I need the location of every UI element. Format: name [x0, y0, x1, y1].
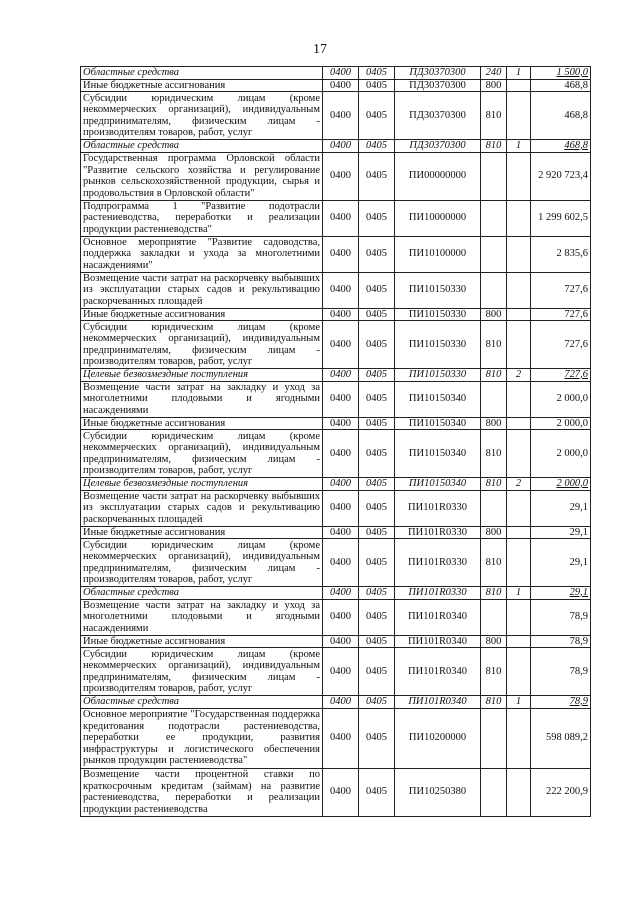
row-name: Иные бюджетные ассигнования: [81, 308, 323, 321]
row-name: Областные средства: [81, 696, 323, 709]
row-name: Иные бюджетные ассигнования: [81, 79, 323, 92]
expense-type-code: 810: [481, 478, 507, 491]
funding-source-code: 1: [507, 587, 531, 600]
funding-source-code: [507, 768, 531, 816]
funding-source-code: [507, 381, 531, 417]
target-article-code: ПИ10150330: [395, 369, 481, 382]
expense-type-code: [481, 708, 507, 768]
row-name: Подпрограмма 1 "Развитие подотрасли растениеводства, переработки и реализации продукции растениеводства": [81, 200, 323, 236]
table-row: [81, 140, 591, 153]
funding-source-code: [507, 200, 531, 236]
amount: 29,1: [531, 539, 591, 587]
subsection-code: 0405: [359, 152, 395, 200]
expense-type-code: 810: [481, 92, 507, 140]
subsection-code: 0405: [359, 696, 395, 709]
section-code: 0400: [323, 152, 359, 200]
table-row: [81, 79, 591, 92]
target-article-code: ПИ10200000: [395, 708, 481, 768]
row-name: Субсидии юридическим лицам (кроме некоммерческих организаций), индивидуальным предпринимателям, физическим лицам - производителям товаров, работ, услуг: [81, 539, 323, 587]
funding-source-code: [507, 236, 531, 272]
table-row: [81, 526, 591, 539]
amount: 598 089,2: [531, 708, 591, 768]
expense-type-code: 240: [481, 67, 507, 80]
funding-source-code: [507, 272, 531, 308]
amount: 727,6: [531, 308, 591, 321]
target-article-code: ПИ10150340: [395, 381, 481, 417]
amount: 29,1: [531, 490, 591, 526]
section-code: 0400: [323, 478, 359, 491]
table-row: [81, 648, 591, 696]
section-code: 0400: [323, 200, 359, 236]
amount: 2 835,6: [531, 236, 591, 272]
amount: 727,6: [531, 321, 591, 369]
target-article-code: ПИ10150340: [395, 478, 481, 491]
subsection-code: 0405: [359, 79, 395, 92]
table-row: [81, 200, 591, 236]
row-name: Субсидии юридическим лицам (кроме некоммерческих организаций), индивидуальным предпринимателям, физическим лицам - производителям товаров, работ, услуг: [81, 648, 323, 696]
expense-type-code: [481, 599, 507, 635]
section-code: 0400: [323, 599, 359, 635]
expense-type-code: 810: [481, 696, 507, 709]
row-name: Целевые безвозмездные поступления: [81, 478, 323, 491]
subsection-code: 0405: [359, 587, 395, 600]
table-row: [81, 478, 591, 491]
amount: 29,1: [531, 526, 591, 539]
expense-type-code: [481, 490, 507, 526]
funding-source-code: 1: [507, 67, 531, 80]
funding-source-code: [507, 599, 531, 635]
section-code: 0400: [323, 417, 359, 430]
amount: 468,8: [531, 140, 591, 153]
amount: 2 000,0: [531, 417, 591, 430]
table-row: [81, 92, 591, 140]
section-code: 0400: [323, 272, 359, 308]
amount: 78,9: [531, 696, 591, 709]
table-row: [81, 308, 591, 321]
subsection-code: 0405: [359, 708, 395, 768]
section-code: 0400: [323, 526, 359, 539]
row-name: Возмещение части затрат на закладку и уход за многолетними плодовыми и ягодными насаждениями: [81, 381, 323, 417]
target-article-code: ПИ101R0330: [395, 539, 481, 587]
funding-source-code: [507, 539, 531, 587]
section-code: 0400: [323, 369, 359, 382]
row-name: Основное мероприятие "Государственная поддержка кредитования подотрасли растениеводства, переработки ее продукции, развития инфраструктуры и логистического обеспечения рынков продукции растениеводства": [81, 708, 323, 768]
expense-type-code: 810: [481, 369, 507, 382]
table-row: [81, 587, 591, 600]
target-article-code: ПИ00000000: [395, 152, 481, 200]
section-code: 0400: [323, 79, 359, 92]
table-row: [81, 599, 591, 635]
funding-source-code: 1: [507, 140, 531, 153]
funding-source-code: [507, 308, 531, 321]
table-row: [81, 369, 591, 382]
expense-type-code: [481, 152, 507, 200]
subsection-code: 0405: [359, 67, 395, 80]
amount: 727,6: [531, 272, 591, 308]
subsection-code: 0405: [359, 539, 395, 587]
row-name: Областные средства: [81, 587, 323, 600]
table-row: [81, 768, 591, 816]
section-code: 0400: [323, 236, 359, 272]
section-code: 0400: [323, 635, 359, 648]
funding-source-code: [507, 648, 531, 696]
amount: 78,9: [531, 648, 591, 696]
table-row: [81, 321, 591, 369]
subsection-code: 0405: [359, 648, 395, 696]
row-name: Иные бюджетные ассигнования: [81, 526, 323, 539]
amount: 468,8: [531, 79, 591, 92]
subsection-code: 0405: [359, 768, 395, 816]
target-article-code: ПД30370300: [395, 67, 481, 80]
section-code: 0400: [323, 321, 359, 369]
target-article-code: ПИ101R0340: [395, 648, 481, 696]
expense-type-code: 800: [481, 308, 507, 321]
expense-type-code: 810: [481, 140, 507, 153]
table-body: [81, 67, 591, 817]
row-name: Субсидии юридическим лицам (кроме некоммерческих организаций), индивидуальным предпринимателям, физическим лицам - производителям товаров, работ, услуг: [81, 430, 323, 478]
expense-type-code: [481, 381, 507, 417]
table-row: [81, 539, 591, 587]
amount: 727,6: [531, 369, 591, 382]
expense-type-code: [481, 768, 507, 816]
budget-table: [80, 66, 591, 817]
amount: 2 000,0: [531, 478, 591, 491]
table-row: [81, 430, 591, 478]
row-name: Основное мероприятие "Развитие садоводства, поддержка закладки и ухода за многолетними насаждениями": [81, 236, 323, 272]
funding-source-code: [507, 152, 531, 200]
expense-type-code: 810: [481, 648, 507, 696]
row-name: Иные бюджетные ассигнования: [81, 417, 323, 430]
subsection-code: 0405: [359, 321, 395, 369]
funding-source-code: [507, 417, 531, 430]
section-code: 0400: [323, 768, 359, 816]
row-name: Областные средства: [81, 140, 323, 153]
funding-source-code: [507, 635, 531, 648]
funding-source-code: [507, 490, 531, 526]
amount: 2 920 723,4: [531, 152, 591, 200]
funding-source-code: [507, 321, 531, 369]
table-row: [81, 272, 591, 308]
amount: 78,9: [531, 599, 591, 635]
funding-source-code: 2: [507, 369, 531, 382]
row-name: Возмещение части затрат на раскорчевку выбывших из эксплуатации старых садов и рекультивацию раскорчеванных площадей: [81, 272, 323, 308]
section-code: 0400: [323, 587, 359, 600]
page-number: 17: [313, 42, 327, 57]
subsection-code: 0405: [359, 92, 395, 140]
target-article-code: ПИ101R0330: [395, 490, 481, 526]
expense-type-code: [481, 236, 507, 272]
section-code: 0400: [323, 430, 359, 478]
expense-type-code: 810: [481, 321, 507, 369]
target-article-code: ПД30370300: [395, 140, 481, 153]
row-name: Субсидии юридическим лицам (кроме некоммерческих организаций), индивидуальным предпринимателям, физическим лицам - производителям товаров, работ, услуг: [81, 92, 323, 140]
subsection-code: 0405: [359, 635, 395, 648]
expense-type-code: 810: [481, 430, 507, 478]
expense-type-code: 800: [481, 635, 507, 648]
subsection-code: 0405: [359, 526, 395, 539]
section-code: 0400: [323, 539, 359, 587]
target-article-code: ПИ101R0340: [395, 599, 481, 635]
amount: 29,1: [531, 587, 591, 600]
subsection-code: 0405: [359, 236, 395, 272]
subsection-code: 0405: [359, 381, 395, 417]
section-code: 0400: [323, 381, 359, 417]
row-name: Возмещение части процентной ставки по краткосрочным кредитам (займам) на развитие растениеводства, переработки и реализации продукции растениеводства: [81, 768, 323, 816]
target-article-code: ПИ10100000: [395, 236, 481, 272]
funding-source-code: [507, 92, 531, 140]
expense-type-code: [481, 272, 507, 308]
section-code: 0400: [323, 490, 359, 526]
expense-type-code: 800: [481, 417, 507, 430]
row-name: Возмещение части затрат на раскорчевку выбывших из эксплуатации старых садов и рекультивацию раскорчеванных площадей: [81, 490, 323, 526]
table-row: [81, 635, 591, 648]
funding-source-code: [507, 430, 531, 478]
row-name: Возмещение части затрат на закладку и уход за многолетними плодовыми и ягодными насаждениями: [81, 599, 323, 635]
table-row: [81, 67, 591, 80]
subsection-code: 0405: [359, 478, 395, 491]
section-code: 0400: [323, 308, 359, 321]
expense-type-code: 810: [481, 539, 507, 587]
funding-source-code: [507, 708, 531, 768]
subsection-code: 0405: [359, 599, 395, 635]
target-article-code: ПИ10150330: [395, 272, 481, 308]
amount: 1 500,0: [531, 67, 591, 80]
expense-type-code: [481, 200, 507, 236]
target-article-code: ПД30370300: [395, 92, 481, 140]
target-article-code: ПД30370300: [395, 79, 481, 92]
section-code: 0400: [323, 696, 359, 709]
section-code: 0400: [323, 140, 359, 153]
subsection-code: 0405: [359, 200, 395, 236]
row-name: Иные бюджетные ассигнования: [81, 635, 323, 648]
target-article-code: ПИ10000000: [395, 200, 481, 236]
table-row: [81, 708, 591, 768]
subsection-code: 0405: [359, 430, 395, 478]
funding-source-code: [507, 526, 531, 539]
row-name: Областные средства: [81, 67, 323, 80]
amount: 1 299 602,5: [531, 200, 591, 236]
funding-source-code: 1: [507, 696, 531, 709]
funding-source-code: 2: [507, 478, 531, 491]
section-code: 0400: [323, 708, 359, 768]
row-name: Целевые безвозмездные поступления: [81, 369, 323, 382]
section-code: 0400: [323, 92, 359, 140]
section-code: 0400: [323, 648, 359, 696]
target-article-code: ПИ101R0340: [395, 635, 481, 648]
funding-source-code: [507, 79, 531, 92]
expense-type-code: 810: [481, 587, 507, 600]
table-row: [81, 381, 591, 417]
table-row: [81, 417, 591, 430]
table-row: [81, 236, 591, 272]
subsection-code: 0405: [359, 369, 395, 382]
amount: 78,9: [531, 635, 591, 648]
subsection-code: 0405: [359, 140, 395, 153]
section-code: 0400: [323, 67, 359, 80]
target-article-code: ПИ101R0340: [395, 696, 481, 709]
amount: 468,8: [531, 92, 591, 140]
table-row: [81, 696, 591, 709]
subsection-code: 0405: [359, 308, 395, 321]
target-article-code: ПИ10150330: [395, 321, 481, 369]
subsection-code: 0405: [359, 490, 395, 526]
amount: 222 200,9: [531, 768, 591, 816]
target-article-code: ПИ10150340: [395, 430, 481, 478]
target-article-code: ПИ101R0330: [395, 526, 481, 539]
table-row: [81, 490, 591, 526]
target-article-code: ПИ10150330: [395, 308, 481, 321]
target-article-code: ПИ10150340: [395, 417, 481, 430]
target-article-code: ПИ10250380: [395, 768, 481, 816]
row-name: Субсидии юридическим лицам (кроме некоммерческих организаций), индивидуальным предпринимателям, физическим лицам - производителям товаров, работ, услуг: [81, 321, 323, 369]
target-article-code: ПИ101R0330: [395, 587, 481, 600]
table-row: [81, 152, 591, 200]
subsection-code: 0405: [359, 272, 395, 308]
row-name: Государственная программа Орловской области "Развитие сельского хозяйства и регулирование рынков сельскохозяйственной продукции, сырья и продовольствия в Орловской области": [81, 152, 323, 200]
subsection-code: 0405: [359, 417, 395, 430]
amount: 2 000,0: [531, 381, 591, 417]
expense-type-code: 800: [481, 79, 507, 92]
amount: 2 000,0: [531, 430, 591, 478]
expense-type-code: 800: [481, 526, 507, 539]
